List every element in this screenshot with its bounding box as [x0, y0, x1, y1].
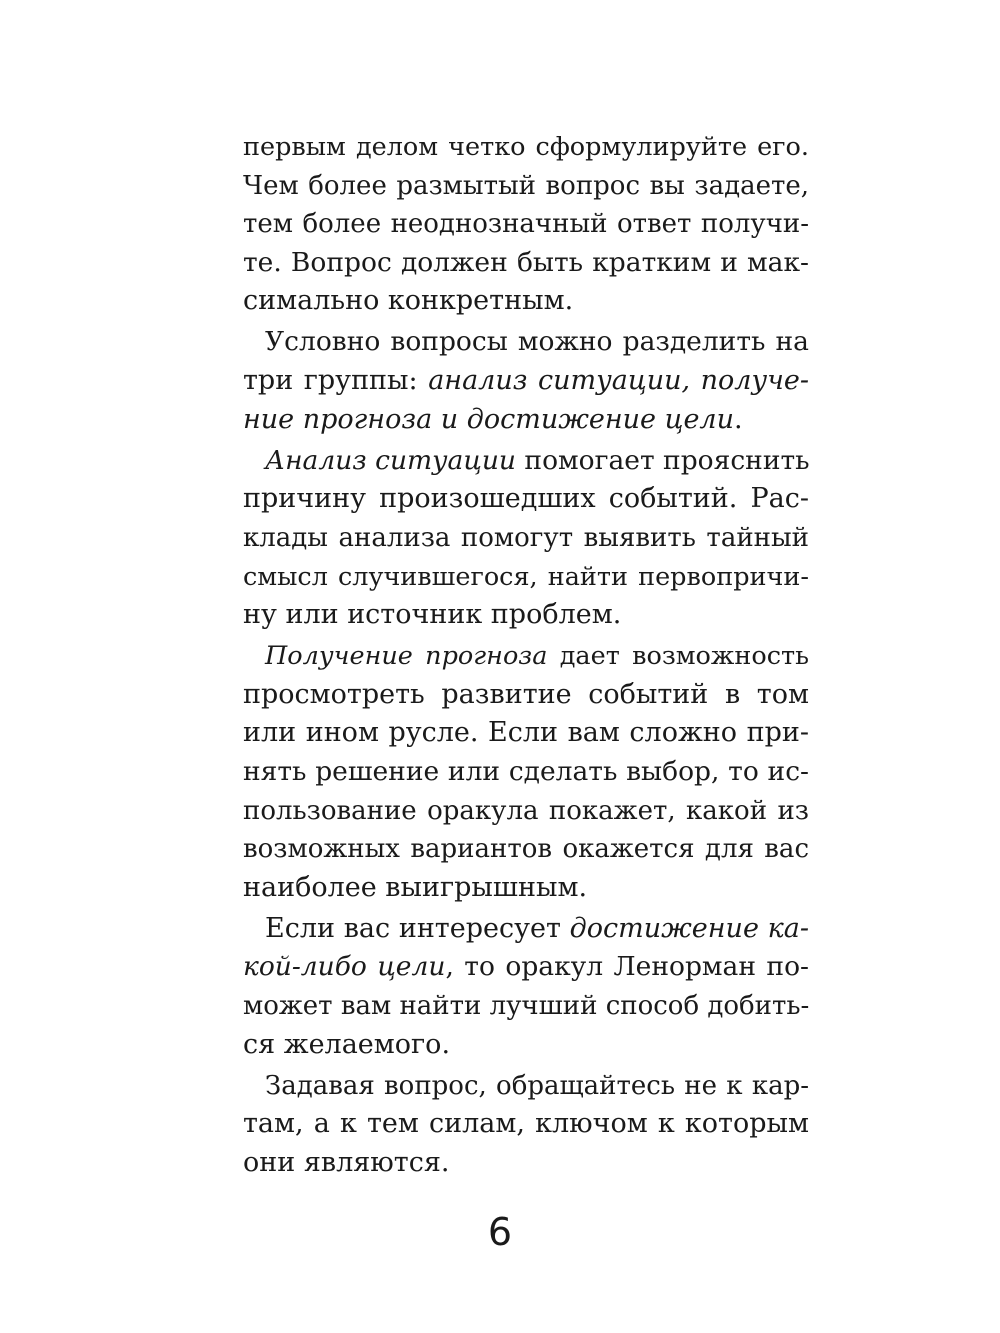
text-line: они являются. — [243, 1146, 450, 1178]
text-line: ся желаемого. — [243, 1028, 451, 1060]
italic-term: Анализ ситуации — [265, 444, 516, 476]
text-line: Чем более размытый вопрос вы задаете, — [243, 170, 809, 201]
text-run: три группы: — [243, 365, 429, 397]
paragraph-1 — [243, 128, 809, 321]
text-line: возможных вариантов окажется для вас — [243, 834, 809, 865]
text-line: клады анализа помогут выявить тайный — [243, 522, 809, 553]
text-line — [243, 401, 809, 440]
text-line: Задавая вопрос, обращайтесь не к кар- — [265, 1070, 809, 1101]
text-line: или ином русле. Если вам сложно при- — [243, 717, 809, 749]
text-line: первым делом четко сформулируйте его. — [243, 132, 809, 162]
italic-term: анализ ситуации, получе- — [428, 365, 810, 397]
text-line: просмотреть развитие событий в том — [243, 678, 809, 710]
paragraph-6 — [243, 1067, 809, 1183]
text-line: ну или источник проблем. — [243, 599, 622, 631]
paragraph-3 — [243, 442, 809, 635]
italic-term: ние прогноза и достижение цели — [243, 403, 735, 435]
text-line: Условно вопросы можно разделить на — [265, 326, 809, 358]
text-run: , то оракул Ленорман по- — [445, 951, 809, 983]
text-line — [243, 948, 809, 987]
text-line: пользование оракула покажет, какой из — [243, 795, 809, 826]
text-run: дает возможность — [547, 641, 809, 672]
text-line: нять решение или сделать выбор, то ис- — [243, 756, 809, 787]
text-line: наиболее выигрышным. — [243, 871, 588, 903]
paragraph-5 — [243, 910, 809, 1064]
text-run: . — [734, 403, 743, 435]
text-line: там, а к тем силам, ключом к которым — [243, 1108, 809, 1140]
text-line: причину произошедших событий. Рас- — [243, 483, 809, 515]
text-line: может вам найти лучший способ добить- — [243, 991, 810, 1022]
page-number: 6 — [487, 1210, 513, 1254]
text-line — [243, 637, 809, 676]
italic-term: Получение прогноза — [265, 641, 548, 672]
text-line: тем более неоднозначный ответ получи- — [243, 209, 809, 240]
paragraph-2 — [243, 323, 809, 439]
text-line — [243, 442, 809, 481]
text-line — [243, 362, 809, 401]
text-line: симально конкретным. — [243, 285, 574, 317]
italic-term: достижение ка- — [569, 912, 809, 944]
text-run: Если вас интересует — [265, 912, 570, 944]
body-text — [243, 128, 809, 1183]
text-line: смысл случившегося, найти первопричи- — [243, 561, 809, 592]
text-run: помогает прояснить — [515, 444, 810, 476]
italic-term: кой-либо цели — [243, 951, 446, 983]
text-line — [243, 910, 809, 949]
text-line: те. Вопрос должен быть кратким и мак- — [243, 246, 809, 278]
paragraph-4 — [243, 637, 809, 907]
